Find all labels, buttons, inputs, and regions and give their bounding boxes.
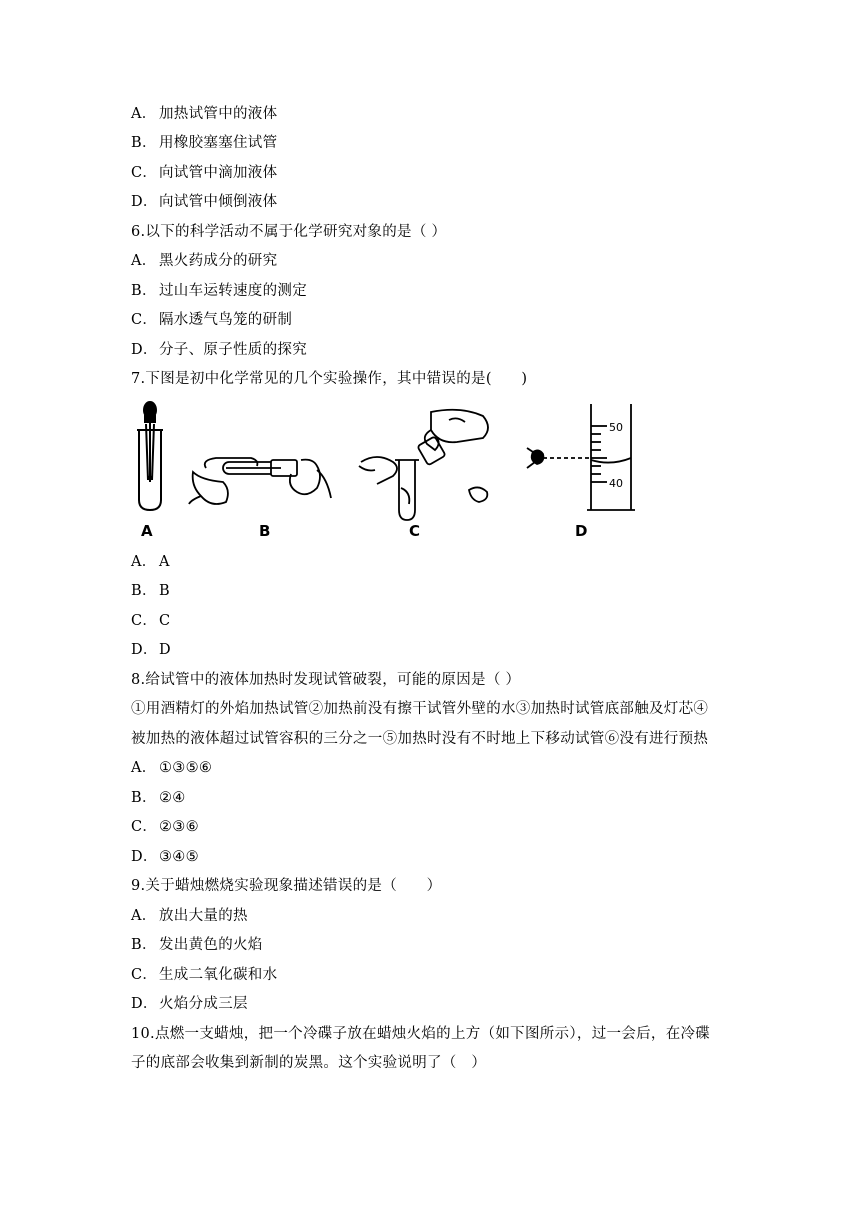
q5-option-d xyxy=(131,192,277,212)
q8-body-line-1: ①用酒精灯的外焰加热试管②加热前没有擦干试管外壁的水③加热时试管底部触及灯芯④ xyxy=(131,701,709,717)
option-text: 向试管中滴加液体 xyxy=(159,165,278,181)
q9-stem: 9.关于蜡烛燃烧实验现象描述错误的是（ ） xyxy=(131,878,442,894)
option-letter: B． xyxy=(131,790,157,806)
figure-label-d: D xyxy=(575,522,588,540)
q8-body-line-2: 被加热的液体超过试管容积的三分之一⑤加热时没有不时地上下移动试管⑥没有进行预热 xyxy=(131,731,709,747)
option-text: D xyxy=(159,642,171,658)
option-letter: D． xyxy=(131,849,158,865)
option-text: ②③⑥ xyxy=(159,819,199,835)
q7-option-c xyxy=(131,611,170,631)
figure-d-graduated-cylinder xyxy=(527,404,635,510)
q6-option-c xyxy=(131,310,292,330)
figure-c-pouring xyxy=(359,410,488,520)
option-text: 向试管中倾倒液体 xyxy=(159,194,278,210)
q6-option-a xyxy=(131,251,277,271)
option-letter: C． xyxy=(131,819,158,835)
option-letter: D． xyxy=(131,996,158,1012)
q10-stem-line-2: 子的底部会收集到新制的炭黑。这个实验说明了（ ） xyxy=(131,1055,487,1071)
q6-option-b xyxy=(131,281,307,301)
option-letter: A． xyxy=(131,253,157,269)
q7-lab-operations-figure xyxy=(131,400,651,548)
option-text: ②④ xyxy=(159,790,186,806)
figure-label-b: B xyxy=(259,522,271,540)
q5-option-c xyxy=(131,163,277,183)
option-letter: B． xyxy=(131,937,157,953)
option-text: ①③⑤⑥ xyxy=(159,760,213,776)
option-text: 发出黄色的火焰 xyxy=(159,937,263,953)
q5-option-a xyxy=(131,104,277,124)
option-text: 过山车运转速度的测定 xyxy=(159,283,307,299)
q9-option-b xyxy=(131,935,263,955)
option-text: 用橡胶塞塞住试管 xyxy=(159,135,278,151)
option-text: A xyxy=(159,554,170,570)
q8-option-c xyxy=(131,817,199,837)
q8-option-b xyxy=(131,788,186,808)
option-text: 加热试管中的液体 xyxy=(159,106,278,122)
q7-option-a xyxy=(131,552,170,572)
option-text: 黑火药成分的研究 xyxy=(159,253,278,269)
option-text: ③④⑤ xyxy=(159,849,199,865)
option-letter: D． xyxy=(131,342,158,358)
option-letter: A． xyxy=(131,106,157,122)
q9-option-c xyxy=(131,965,277,985)
figure-label-c: C xyxy=(409,522,421,540)
q7-option-b xyxy=(131,581,170,601)
option-text: 隔水透气鸟笼的研制 xyxy=(159,312,293,328)
lab-operations-illustration xyxy=(131,400,651,548)
figure-a-dropper-in-tube xyxy=(137,402,163,510)
option-letter: A． xyxy=(131,908,157,924)
option-text: C xyxy=(159,613,171,629)
option-letter: B． xyxy=(131,283,157,299)
q6-stem: 6.以下的科学活动不属于化学研究对象的是（ ） xyxy=(131,224,447,240)
option-text: 分子、原子性质的探究 xyxy=(159,342,307,358)
cylinder-scale-50: 50 xyxy=(609,421,623,434)
q7-stem: 7.下图是初中化学常见的几个实验操作，其中错误的是( ) xyxy=(131,371,528,387)
figure-label-a: A xyxy=(141,522,153,540)
option-letter: D． xyxy=(131,194,158,210)
option-letter: C． xyxy=(131,165,158,181)
option-letter: B． xyxy=(131,583,157,599)
q9-option-a xyxy=(131,906,248,926)
option-letter: D． xyxy=(131,642,158,658)
option-letter: A． xyxy=(131,760,157,776)
option-letter: A． xyxy=(131,554,157,570)
option-text: B xyxy=(159,583,170,599)
option-text: 火焰分成三层 xyxy=(159,996,248,1012)
q8-option-a xyxy=(131,758,212,778)
q10-stem-line-1: 10.点燃一支蜡烛，把一个冷碟子放在蜡烛火焰的上方（如下图所示），过一会后，在冷碟 xyxy=(131,1026,711,1042)
option-text: 生成二氧化碳和水 xyxy=(159,967,278,983)
cylinder-scale-40: 40 xyxy=(609,477,623,490)
q9-option-d xyxy=(131,994,248,1014)
option-letter: C． xyxy=(131,967,158,983)
option-letter: C． xyxy=(131,312,158,328)
option-letter: B． xyxy=(131,135,157,151)
q8-stem: 8.给试管中的液体加热时发现试管破裂，可能的原因是（ ） xyxy=(131,672,521,688)
q8-option-d xyxy=(131,847,199,867)
option-letter: C． xyxy=(131,613,158,629)
q6-option-d xyxy=(131,340,307,360)
q5-option-b xyxy=(131,133,277,153)
option-text: 放出大量的热 xyxy=(159,908,248,924)
q7-option-d xyxy=(131,640,171,660)
figure-b-hands-stopper xyxy=(189,458,331,504)
